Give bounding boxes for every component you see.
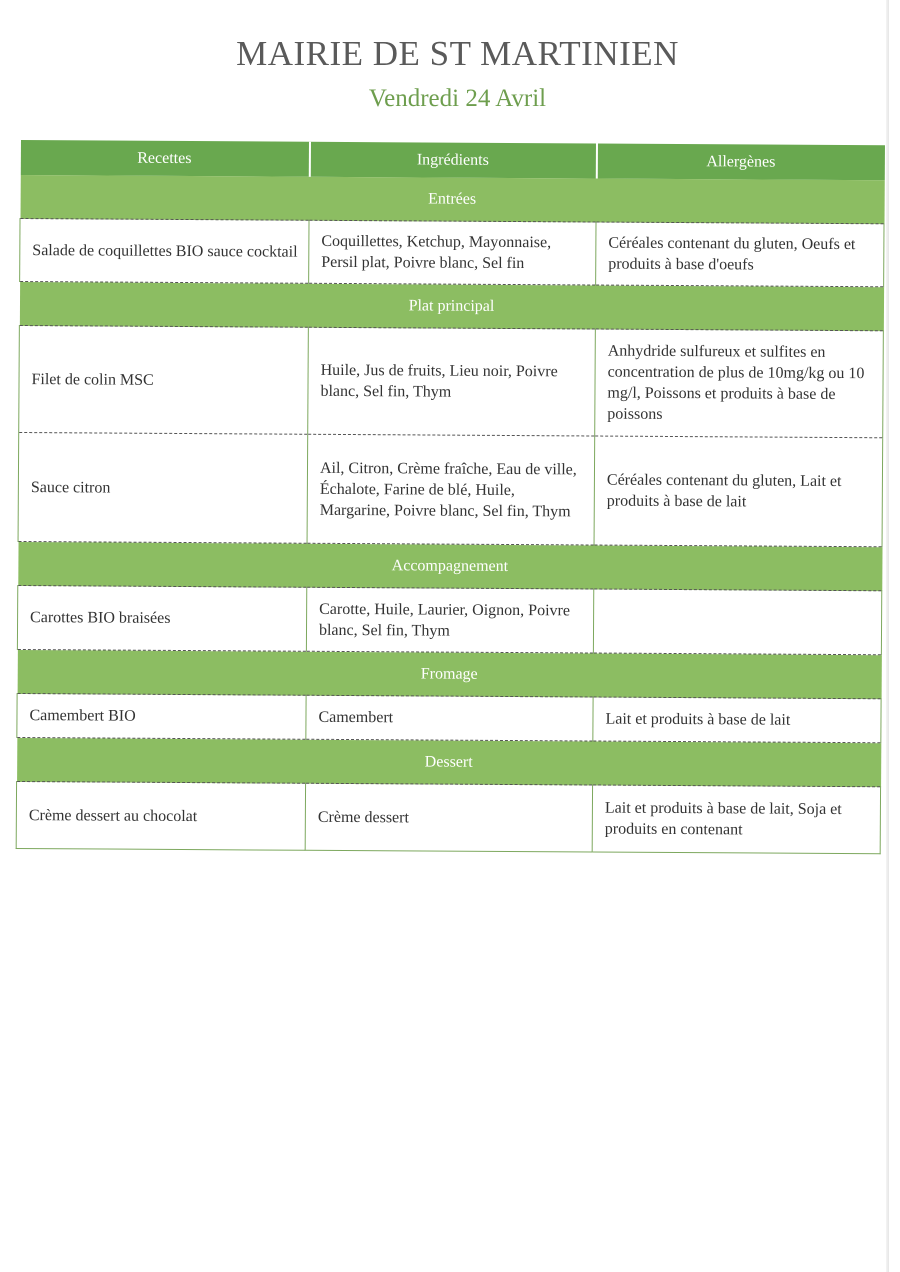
table-row <box>17 585 881 654</box>
ingredients-cell: Carotte, Huile, Laurier, Oignon, Poivre blanc, Sel fin, Thym <box>306 587 593 653</box>
page-edge <box>886 0 889 1272</box>
page-date: Vendredi 24 Avril <box>368 85 547 112</box>
allergenes-cell: Lait et produits à base de lait <box>593 697 881 743</box>
ingredients-cell: Huile, Jus de fruits, Lieu noir, Poivre blanc, Sel fin, Thym <box>308 327 596 436</box>
ingredients-cell: Ail, Citron, Crème fraîche, Eau de ville, Échalote, Farine de blé, Huile, Margarine, Poivre blanc, Sel fin, Thym <box>307 434 595 545</box>
ingredients-cell: Camembert <box>306 695 593 741</box>
column-header-allergenes: Allergènes <box>596 144 884 181</box>
recette-cell: Salade de coquillettes BIO sauce cocktail <box>20 219 309 284</box>
allergenes-cell: Céréales contenant du gluten, Oeufs et produits à base d'oeufs <box>596 222 884 287</box>
ingredients-cell: Coquillettes, Ketchup, Mayonnaise, Persil plat, Poivre blanc, Sel fin <box>309 220 596 285</box>
page-title: MAIRIE DE ST MARTINIEN <box>236 34 679 73</box>
section-label: Entrées <box>20 175 884 224</box>
section-label: Plat principal <box>19 282 883 331</box>
table-row <box>20 219 884 287</box>
allergenes-cell: Céréales contenant du gluten, Lait et produits à base de lait <box>594 436 883 547</box>
section-label: Fromage <box>17 649 881 698</box>
allergenes-cell <box>593 589 881 655</box>
section-row-fromage <box>17 649 881 698</box>
table-row <box>17 693 881 742</box>
section-row-accompagnement <box>18 541 882 590</box>
recette-cell: Carottes BIO braisées <box>17 585 306 651</box>
table-row <box>19 325 884 437</box>
recette-cell: Camembert BIO <box>17 693 306 739</box>
section-row-dessert <box>17 737 881 786</box>
section-label: Accompagnement <box>18 541 882 590</box>
section-row-entrees <box>20 175 884 224</box>
section-row-plat-principal <box>19 282 883 331</box>
menu-table <box>16 140 885 854</box>
table-row <box>16 781 880 853</box>
column-header-recettes: Recettes <box>20 140 309 177</box>
allergenes-cell: Anhydride sulfureux et sulfites en concentration de plus de 10mg/kg ou 10 mg/l, Poissons et produits à base de poissons <box>595 329 884 438</box>
column-header-ingredients: Ingrédients <box>309 142 596 179</box>
table-row <box>18 432 883 546</box>
ingredients-cell: Crème dessert <box>305 783 592 852</box>
recette-cell: Crème dessert au chocolat <box>16 781 305 850</box>
recette-cell: Filet de colin MSC <box>19 325 309 434</box>
section-label: Dessert <box>17 737 881 786</box>
recette-cell: Sauce citron <box>18 432 308 543</box>
table-header-row <box>20 140 884 180</box>
allergenes-cell: Lait et produits à base de lait, Soja et produits en contenant <box>592 785 880 854</box>
